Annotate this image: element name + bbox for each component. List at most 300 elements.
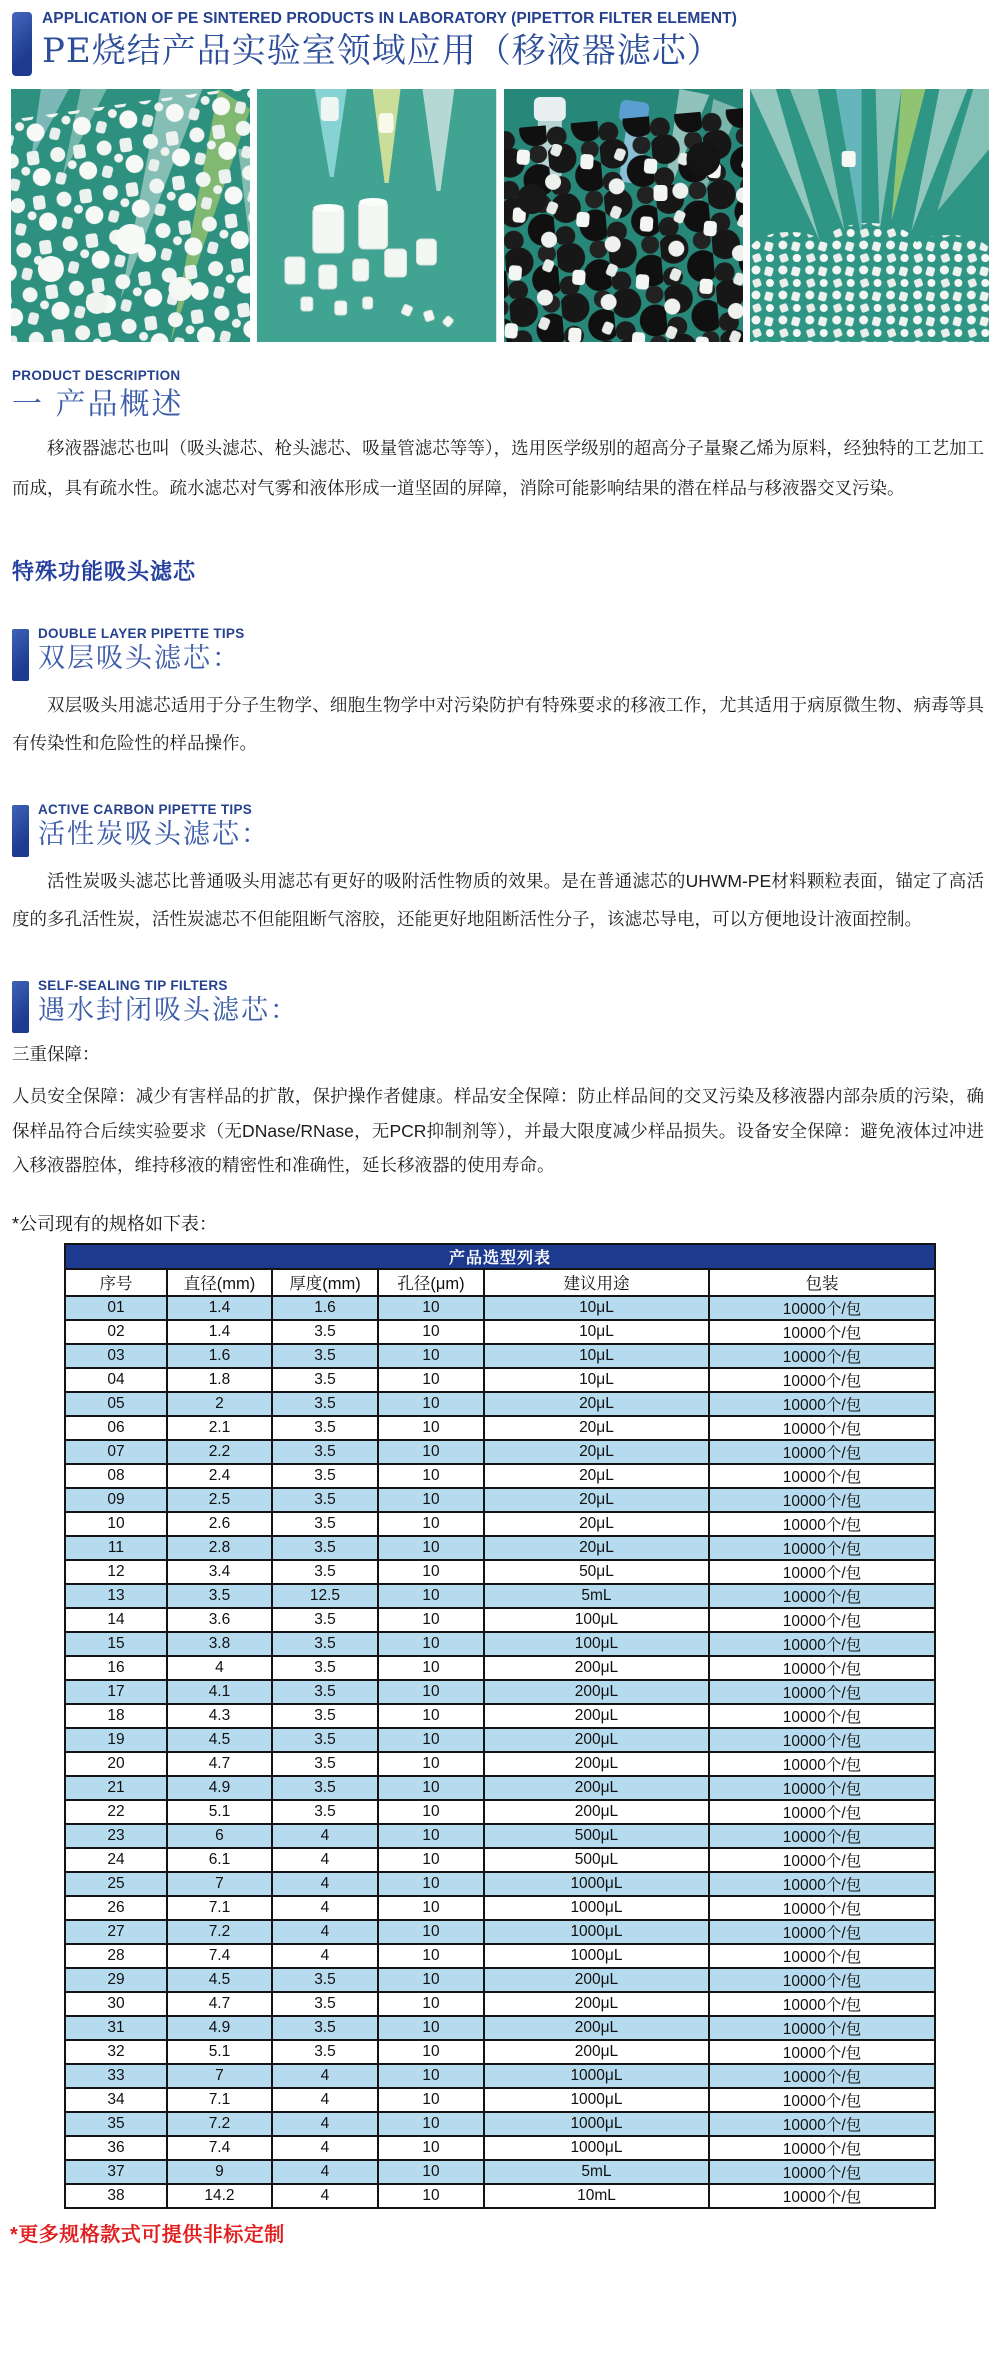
- table-cell: 7: [167, 2064, 272, 2088]
- table-cell: 10000个/包: [709, 1968, 935, 1992]
- table-cell: 10: [378, 1368, 484, 1392]
- table-cell: 4.5: [167, 1968, 272, 1992]
- table-row: [65, 2160, 935, 2184]
- subsection-body-text: 活性炭吸头滤芯比普通吸头用滤芯有更好的吸附活性物质的效果。是在普通滤芯的UHWM-PE材料颗粒表面，锚定了高活度的多孔活性炭，活性炭滤芯不但能阻断气溶胶，还能更好地阻断活性分子，该滤芯导电，可以方便地设计液面控制。: [12, 871, 984, 929]
- table-cell: 4: [272, 2112, 378, 2136]
- table-cell: 7.1: [167, 1896, 272, 1920]
- table-cell: 3.5: [272, 1440, 378, 1464]
- table-cell: 3.4: [167, 1560, 272, 1584]
- table-cell: 10000个/包: [709, 1608, 935, 1632]
- table-cell: 3.5: [272, 1392, 378, 1416]
- table-cell: 10: [65, 1512, 167, 1536]
- col-header-index: 序号: [65, 1269, 167, 1296]
- table-cell: 200μL: [484, 1992, 709, 2016]
- table-cell: 4.7: [167, 1752, 272, 1776]
- table-cell: 3.5: [272, 1464, 378, 1488]
- table-cell: 14.2: [167, 2184, 272, 2208]
- table-row: [65, 1560, 935, 1584]
- product-photo-tips-cylinders: [257, 89, 496, 342]
- table-cell: 4: [272, 2088, 378, 2112]
- subsection-body-text: 双层吸头用滤芯适用于分子生物学、细胞生物学中对污染防护有特殊要求的移液工作，尤其适用于病原微生物、病毒等具有传染性和危险性的样品操作。: [12, 695, 984, 753]
- table-cell: 10mL: [484, 2184, 709, 2208]
- table-cell: 10: [378, 1488, 484, 1512]
- table-cell: 10000个/包: [709, 1704, 935, 1728]
- table-row: [65, 1752, 935, 1776]
- table-cell: 26: [65, 1896, 167, 1920]
- table-cell: 10000个/包: [709, 2040, 935, 2064]
- table-cell: 27: [65, 1920, 167, 1944]
- table-cell: 500μL: [484, 1824, 709, 1848]
- table-cell: 4.7: [167, 1992, 272, 2016]
- table-cell: 3.5: [272, 1632, 378, 1656]
- product-photo-white-filters: [11, 89, 250, 342]
- table-cell: 1.8: [167, 1368, 272, 1392]
- table-cell: 30: [65, 1992, 167, 2016]
- table-intro-note: *公司现有的规格如下表：: [12, 1213, 218, 1234]
- col-header-packaging: 包装: [709, 1269, 935, 1296]
- table-cell: 10: [378, 1920, 484, 1944]
- table-cell: 02: [65, 1320, 167, 1344]
- table-cell: 33: [65, 2064, 167, 2088]
- table-cell: 3.5: [272, 1344, 378, 1368]
- table-cell: 10: [378, 1656, 484, 1680]
- table-cell: 10000个/包: [709, 2112, 935, 2136]
- col-header-thickness: 厚度(mm): [272, 1269, 378, 1296]
- table-cell: 10: [378, 1968, 484, 1992]
- subsection-eyebrow-english: ACTIVE CARBON PIPETTE TIPS: [38, 802, 253, 817]
- subsection-eyebrow-english: DOUBLE LAYER PIPETTE TIPS: [38, 626, 245, 641]
- table-cell: 10000个/包: [709, 1776, 935, 1800]
- table-cell: 3.5: [272, 1608, 378, 1632]
- table-cell: 10: [378, 1992, 484, 2016]
- table-header-row: [65, 1269, 935, 1296]
- table-cell: 10: [378, 1392, 484, 1416]
- table-cell: 14: [65, 1608, 167, 1632]
- table-row: [65, 1296, 935, 1320]
- table-cell: 200μL: [484, 1776, 709, 1800]
- table-cell: 1000μL: [484, 1944, 709, 1968]
- table-cell: 3.5: [272, 1512, 378, 1536]
- subsection-body-text: 人员安全保障：减少有害样品的扩散，保护操作者健康。样品安全保障：防止样品间的交叉污染及移液器内部杂质的污染，确保样品符合后续实验要求（无DNase/RNase，无PCR抑制剂等），并最大限度减少样品损失。设备安全保障：避免液体过冲进入移液器腔体，维持移液的精密性和准确性，延长移液器的使用寿命。: [12, 1086, 984, 1175]
- table-row: [65, 1896, 935, 1920]
- table-row: [65, 2136, 935, 2160]
- table-row: [65, 1488, 935, 1512]
- table-cell: 10000个/包: [709, 1488, 935, 1512]
- page-header: [12, 8, 1000, 76]
- table-row: [65, 1392, 935, 1416]
- table-cell: 11: [65, 1536, 167, 1560]
- table-row: [65, 2112, 935, 2136]
- table-cell: 10: [378, 2064, 484, 2088]
- col-header-suggested-use: 建议用途: [484, 1269, 709, 1296]
- table-cell: 10000个/包: [709, 2064, 935, 2088]
- table-cell: 1000μL: [484, 1896, 709, 1920]
- table-cell: 10000个/包: [709, 1824, 935, 1848]
- table-cell: 100μL: [484, 1608, 709, 1632]
- col-header-pore-size: 孔径(μm): [378, 1269, 484, 1296]
- table-cell: 1000μL: [484, 2088, 709, 2112]
- table-cell: 04: [65, 1368, 167, 1392]
- section-product-description: [12, 368, 984, 508]
- table-cell: 20μL: [484, 1536, 709, 1560]
- table-row: [65, 1824, 935, 1848]
- table-cell: 10000个/包: [709, 2160, 935, 2184]
- table-cell: 10000个/包: [709, 1944, 935, 1968]
- table-cell: 20μL: [484, 1488, 709, 1512]
- table-cell: 20μL: [484, 1440, 709, 1464]
- table-cell: 200μL: [484, 1704, 709, 1728]
- table-row: [65, 1344, 935, 1368]
- table-cell: 35: [65, 2112, 167, 2136]
- table-row: [65, 1944, 935, 1968]
- table-cell: 1.6: [167, 1344, 272, 1368]
- table-cell: 1000μL: [484, 2136, 709, 2160]
- table-cell: 2.4: [167, 1464, 272, 1488]
- subsection-heading-chinese: 双层吸头滤芯：: [38, 643, 241, 674]
- table-cell: 4: [272, 2136, 378, 2160]
- table-cell: 21: [65, 1776, 167, 1800]
- table-cell: 10: [378, 1416, 484, 1440]
- table-cell: 10: [378, 1752, 484, 1776]
- product-photo-tip-fan: [750, 89, 989, 342]
- table-cell: 10: [378, 1512, 484, 1536]
- table-cell: 4.3: [167, 1704, 272, 1728]
- table-row: [65, 1608, 935, 1632]
- table-cell: 3.5: [272, 1752, 378, 1776]
- table-cell: 10μL: [484, 1320, 709, 1344]
- table-cell: 06: [65, 1416, 167, 1440]
- table-row: [65, 2016, 935, 2040]
- table-cell: 10: [378, 1872, 484, 1896]
- table-cell: 08: [65, 1464, 167, 1488]
- table-cell: 4: [272, 2184, 378, 2208]
- special-section-title: 特殊功能吸头滤芯: [12, 559, 197, 584]
- table-cell: 4: [272, 1944, 378, 1968]
- table-cell: 07: [65, 1440, 167, 1464]
- col-header-diameter: 直径(mm): [167, 1269, 272, 1296]
- table-cell: 10000个/包: [709, 2136, 935, 2160]
- table-cell: 05: [65, 1392, 167, 1416]
- table-cell: 2.5: [167, 1488, 272, 1512]
- table-cell: 3.5: [272, 1536, 378, 1560]
- table-cell: 10000个/包: [709, 1920, 935, 1944]
- subsection-active-carbon: [12, 802, 984, 938]
- table-cell: 100μL: [484, 1632, 709, 1656]
- table-cell: 10000个/包: [709, 1368, 935, 1392]
- table-cell: 37: [65, 2160, 167, 2184]
- table-cell: 10000个/包: [709, 1416, 935, 1440]
- table-cell: 7.2: [167, 1920, 272, 1944]
- table-cell: 12: [65, 1560, 167, 1584]
- table-row: [65, 1656, 935, 1680]
- table-cell: 10: [378, 1824, 484, 1848]
- table-cell: 10000个/包: [709, 2088, 935, 2112]
- table-cell: 03: [65, 1344, 167, 1368]
- table-cell: 2.8: [167, 1536, 272, 1560]
- table-cell: 4: [272, 2160, 378, 2184]
- table-cell: 10: [378, 1344, 484, 1368]
- table-cell: 4: [272, 1824, 378, 1848]
- table-cell: 10: [378, 1536, 484, 1560]
- table-cell: 10000个/包: [709, 1992, 935, 2016]
- subsection-heading-chinese: 活性炭吸头滤芯：: [38, 819, 270, 850]
- table-cell: 3.5: [167, 1584, 272, 1608]
- table-row: [65, 1320, 935, 1344]
- table-cell: 3.5: [272, 1416, 378, 1440]
- table-cell: 6: [167, 1824, 272, 1848]
- table-cell: 3.5: [272, 1728, 378, 1752]
- table-cell: 10μL: [484, 1344, 709, 1368]
- table-cell: 200μL: [484, 2016, 709, 2040]
- table-cell: 10000个/包: [709, 1848, 935, 1872]
- table-cell: 10: [378, 1776, 484, 1800]
- table-cell: 10: [378, 2160, 484, 2184]
- table-cell: 3.5: [272, 1776, 378, 1800]
- table-cell: 10μL: [484, 1368, 709, 1392]
- table-cell: 200μL: [484, 1728, 709, 1752]
- table-row: [65, 1368, 935, 1392]
- table-cell: 3.6: [167, 1608, 272, 1632]
- table-cell: 10000个/包: [709, 1560, 935, 1584]
- table-cell: 200μL: [484, 2040, 709, 2064]
- table-cell: 4: [272, 1872, 378, 1896]
- table-cell: 17: [65, 1680, 167, 1704]
- product-photo-strip: [11, 89, 989, 342]
- table-cell: 5.1: [167, 2040, 272, 2064]
- table-cell: 2.2: [167, 1440, 272, 1464]
- table-cell: 5mL: [484, 1584, 709, 1608]
- table-cell: 3.5: [272, 2040, 378, 2064]
- table-row: [65, 1992, 935, 2016]
- table-cell: 3.5: [272, 1488, 378, 1512]
- table-cell: 1000μL: [484, 2064, 709, 2088]
- table-cell: 10: [378, 1944, 484, 1968]
- subsection-accent-bar: [12, 981, 29, 1033]
- subsection-self-sealing: [12, 978, 984, 1183]
- table-cell: 10: [378, 2136, 484, 2160]
- table-cell: 10000个/包: [709, 1536, 935, 1560]
- table-cell: 15: [65, 1632, 167, 1656]
- table-cell: 28: [65, 1944, 167, 1968]
- table-row: [65, 1920, 935, 1944]
- table-title-row: [65, 1244, 935, 1269]
- table-cell: 3.8: [167, 1632, 272, 1656]
- table-cell: 200μL: [484, 1800, 709, 1824]
- table-cell: 2.6: [167, 1512, 272, 1536]
- table-cell: 20μL: [484, 1512, 709, 1536]
- table-cell: 09: [65, 1488, 167, 1512]
- table-cell: 10: [378, 1800, 484, 1824]
- table-row: [65, 1728, 935, 1752]
- table-cell: 10: [378, 1608, 484, 1632]
- table-cell: 10: [378, 1464, 484, 1488]
- table-cell: 36: [65, 2136, 167, 2160]
- table-row: [65, 1968, 935, 1992]
- table-cell: 3.5: [272, 1968, 378, 1992]
- table-row: [65, 2040, 935, 2064]
- table-cell: 19: [65, 1728, 167, 1752]
- table-row: [65, 1680, 935, 1704]
- table-cell: 200μL: [484, 1680, 709, 1704]
- table-row: [65, 1512, 935, 1536]
- table-cell: 4.9: [167, 2016, 272, 2040]
- table-cell: 7.4: [167, 1944, 272, 1968]
- product-photo-carbon-filters: [504, 89, 743, 342]
- table-cell: 200μL: [484, 1752, 709, 1776]
- table-cell: 24: [65, 1848, 167, 1872]
- table-cell: 10000个/包: [709, 1464, 935, 1488]
- table-cell: 4.9: [167, 1776, 272, 1800]
- table-cell: 29: [65, 1968, 167, 1992]
- triple-guarantee-label: 三重保障：: [12, 1044, 100, 1064]
- table-cell: 22: [65, 1800, 167, 1824]
- table-cell: 10000个/包: [709, 1752, 935, 1776]
- section-eyebrow-english: PRODUCT DESCRIPTION: [12, 368, 181, 383]
- table-cell: 10000个/包: [709, 1872, 935, 1896]
- table-row: [65, 2088, 935, 2112]
- table-cell: 200μL: [484, 1656, 709, 1680]
- table-cell: 10: [378, 1680, 484, 1704]
- table-cell: 25: [65, 1872, 167, 1896]
- spec-table-body: [65, 1296, 935, 2208]
- table-cell: 32: [65, 2040, 167, 2064]
- table-cell: 3.5: [272, 1800, 378, 1824]
- table-cell: 10: [378, 1728, 484, 1752]
- table-cell: 500μL: [484, 1848, 709, 1872]
- table-row: [65, 1632, 935, 1656]
- table-row: [65, 1848, 935, 1872]
- page-title-english: APPLICATION OF PE SINTERED PRODUCTS IN LABORATORY (PIPETTOR FILTER ELEMENT): [42, 10, 737, 27]
- table-cell: 50μL: [484, 1560, 709, 1584]
- table-row: [65, 1416, 935, 1440]
- table-cell: 4: [167, 1656, 272, 1680]
- table-cell: 10000个/包: [709, 1584, 935, 1608]
- table-row: [65, 1464, 935, 1488]
- table-cell: 10: [378, 2184, 484, 2208]
- table-cell: 3.5: [272, 2016, 378, 2040]
- table-cell: 20μL: [484, 1392, 709, 1416]
- table-cell: 10000个/包: [709, 1512, 935, 1536]
- table-cell: 5.1: [167, 1800, 272, 1824]
- table-cell: 3.5: [272, 1704, 378, 1728]
- page-title-chinese: PE烧结产品实验室领域应用（移液器滤芯）: [42, 31, 722, 71]
- table-cell: 20μL: [484, 1416, 709, 1440]
- table-cell: 16: [65, 1656, 167, 1680]
- header-accent-bar: [12, 12, 32, 76]
- table-cell: 10: [378, 1320, 484, 1344]
- table-cell: 2: [167, 1392, 272, 1416]
- table-cell: 1.6: [272, 1296, 378, 1320]
- header-titles: [42, 8, 737, 73]
- table-cell: 10000个/包: [709, 1440, 935, 1464]
- table-cell: 10000个/包: [709, 2184, 935, 2208]
- table-cell: 7.1: [167, 2088, 272, 2112]
- table-cell: 31: [65, 2016, 167, 2040]
- table-cell: 3.5: [272, 1680, 378, 1704]
- table-cell: 10000个/包: [709, 1896, 935, 1920]
- table-cell: 10000个/包: [709, 1392, 935, 1416]
- table-row: [65, 1704, 935, 1728]
- table-cell: 20: [65, 1752, 167, 1776]
- table-cell: 7: [167, 1872, 272, 1896]
- table-cell: 23: [65, 1824, 167, 1848]
- table-title: 产品选型列表: [65, 1244, 935, 1269]
- table-cell: 3.5: [272, 1320, 378, 1344]
- table-cell: 10000个/包: [709, 1344, 935, 1368]
- table-cell: 10: [378, 1848, 484, 1872]
- table-cell: 3.5: [272, 1992, 378, 2016]
- product-spec-table: [64, 1243, 936, 2209]
- table-cell: 13: [65, 1584, 167, 1608]
- table-cell: 1.4: [167, 1296, 272, 1320]
- table-cell: 10000个/包: [709, 1680, 935, 1704]
- table-cell: 7.2: [167, 2112, 272, 2136]
- table-cell: 10000个/包: [709, 1632, 935, 1656]
- table-cell: 1.4: [167, 1320, 272, 1344]
- table-cell: 10000个/包: [709, 1800, 935, 1824]
- table-cell: 10: [378, 2112, 484, 2136]
- table-cell: 4.1: [167, 1680, 272, 1704]
- table-row: [65, 1536, 935, 1560]
- table-cell: 10: [378, 1896, 484, 1920]
- subsection-eyebrow-english: SELF-SEALING TIP FILTERS: [38, 978, 228, 993]
- table-cell: 10: [378, 1560, 484, 1584]
- table-cell: 3.5: [272, 1656, 378, 1680]
- table-cell: 10000个/包: [709, 1656, 935, 1680]
- table-cell: 38: [65, 2184, 167, 2208]
- table-cell: 18: [65, 1704, 167, 1728]
- table-cell: 4: [272, 1848, 378, 1872]
- table-cell: 10000个/包: [709, 1320, 935, 1344]
- table-cell: 10: [378, 1632, 484, 1656]
- table-cell: 10: [378, 1704, 484, 1728]
- table-cell: 10: [378, 2040, 484, 2064]
- subsection-double-layer: [12, 626, 984, 762]
- table-row: [65, 2184, 935, 2208]
- table-cell: 3.5: [272, 1560, 378, 1584]
- table-cell: 10000个/包: [709, 1728, 935, 1752]
- section-heading-chinese: 一 产品概述: [12, 387, 184, 422]
- table-cell: 4: [272, 2064, 378, 2088]
- table-cell: 10: [378, 2088, 484, 2112]
- table-row: [65, 1776, 935, 1800]
- table-cell: 9: [167, 2160, 272, 2184]
- table-cell: 10: [378, 1584, 484, 1608]
- table-cell: 7.4: [167, 2136, 272, 2160]
- table-cell: 10: [378, 1296, 484, 1320]
- custom-spec-footnote: *更多规格款式可提供非标定制: [10, 2223, 285, 2246]
- table-cell: 1000μL: [484, 2112, 709, 2136]
- table-cell: 4.5: [167, 1728, 272, 1752]
- table-cell: 4: [272, 1920, 378, 1944]
- table-row: [65, 1800, 935, 1824]
- table-cell: 10: [378, 1440, 484, 1464]
- table-cell: 10000个/包: [709, 2016, 935, 2040]
- table-cell: 5mL: [484, 2160, 709, 2184]
- table-cell: 01: [65, 1296, 167, 1320]
- table-row: [65, 1872, 935, 1896]
- table-row: [65, 2064, 935, 2088]
- table-cell: 10000个/包: [709, 1296, 935, 1320]
- table-cell: 10μL: [484, 1296, 709, 1320]
- table-row: [65, 1584, 935, 1608]
- table-cell: 12.5: [272, 1584, 378, 1608]
- table-cell: 200μL: [484, 1968, 709, 1992]
- subsection-heading-chinese: 遇水封闭吸头滤芯：: [38, 995, 299, 1026]
- subsection-accent-bar: [12, 805, 29, 857]
- subsection-accent-bar: [12, 629, 29, 681]
- table-cell: 2.1: [167, 1416, 272, 1440]
